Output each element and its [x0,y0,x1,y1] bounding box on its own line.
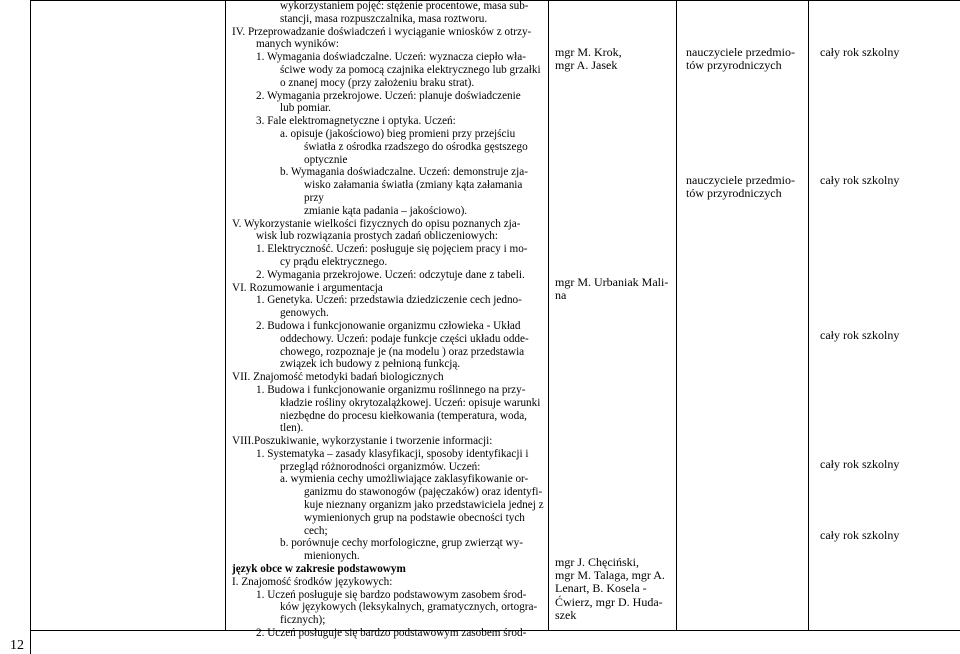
term-cell: cały rok szkolny [820,45,900,59]
content-line: mienionych. [304,550,360,563]
content-line: I. Znajomość środków językowych: [232,575,393,588]
content-line: stancji, masa rozpuszczalnika, masa roztworu. [280,12,488,25]
content-line: b. porównuje cechy morfologiczne, grup zwierząt wy- [280,537,523,550]
term-cell: cały rok szkolny [820,328,900,342]
column-rule-2 [548,0,549,630]
content-column [232,0,544,640]
content-line: 2. Budowa i funkcjonowanie organizmu człowieka - Układ [256,319,521,332]
table-left-rule [30,0,31,654]
content-line: zmianie kąta padania – jakościowo). [304,204,468,217]
content-line: V. Wykorzystanie wielkości fizycznych do opisu poznanych zja- [232,217,521,230]
responsible-cell: mgr M. Urbaniak Mali- na [555,275,669,303]
content-line: 1. Wymagania doświadczalne. Uczeń: wyznacza ciepło wła- [256,51,526,64]
content-line: oddechowy. Uczeń: podaje funkcje części układu odde- [280,332,529,345]
content-line: kładzie rośliny okrytozalążkowej. Uczeń: opisuje warunki [280,396,541,409]
content-line: światła z ośrodka rzadszego do ośrodka gęstszego [304,140,528,153]
teachers-cell: nauczyciele przedmio- tów przyrodniczych [686,45,795,73]
content-line: genowych. [280,307,329,320]
content-line: wykorzystaniem pojęć: stężenie procentowe, masa sub- [280,0,529,12]
content-line: 1. Genetyka. Uczeń: przedstawia dziedziczenie cech jedno- [256,294,522,307]
content-line: ficznych); [280,614,326,627]
page-number: 12 [10,638,24,653]
content-line: manych wyników: [256,38,339,51]
term-cell: cały rok szkolny [820,528,900,542]
content-line: IV. Przeprowadzanie doświadczeń i wyciąganie wniosków z otrzy- [232,25,532,38]
content-line: 1. Systematyka – zasady klasyfikacji, sposoby identyfikacji i [256,447,529,460]
content-line: VII. Znajomość metodyki badań biologicznych [232,371,444,384]
responsible-cell: mgr M. Krok, mgr A. Jasek [555,45,622,73]
content-line: wisk lub rozwiązania prostych zadań obliczeniowych: [256,230,499,243]
content-line: a. wymienia cechy umożliwiające zaklasyfikowanie or- [280,473,529,486]
content-line: a. opisuje (jakościowo) bieg promieni przy przejściu [280,127,516,140]
content-line: przegląd różnorodności organizmów. Uczeń: [280,460,481,473]
term-cell: cały rok szkolny [820,173,900,187]
content-line: związek ich budowy z pełnioną funkcją. [280,358,461,371]
content-line: o znanej mocy (przy założeniu braku strat). [280,76,475,89]
content-line: wymienionych grup na podstawie obecności tych [304,511,525,524]
term-cell: cały rok szkolny [820,457,900,471]
content-line: 2. Wymagania przekrojowe. Uczeń: planuje doświadczenie [256,89,521,102]
column-rule-1 [225,0,226,630]
content-line: ków językowych (leksykalnych, gramatycznych, ortogra- [280,601,538,614]
content-line: 1. Uczeń posługuje się bardzo podstawowym zasobem środ- [256,588,527,601]
content-line: 1. Budowa i funkcjonowanie organizmu roślinnego na przy- [256,383,526,396]
content-line: wisko załamania światła (zmiany kąta załamania przy [304,179,523,204]
content-line: lub pomiar. [280,102,331,115]
content-line: kuje nieznany organizm jako przedstawiciela jednej z [304,499,544,512]
content-line: chowego, rozpoznaje je (na modelu ) oraz przedstawia [280,345,525,358]
content-line: 1. Elektryczność. Uczeń: posługuje się pojęciem pracy i mo- [256,243,528,256]
content-line: VI. Rozumowanie i argumentacja [232,281,383,294]
content-line: VIII.Poszukiwanie, wykorzystanie i tworzenie informacji: [232,435,493,448]
column-rule-3 [676,0,677,630]
column-rule-4 [808,0,809,630]
content-line: cy prądu elektrycznego. [280,255,388,268]
content-line: 2. Wymagania przekrojowe. Uczeń: odczytuje dane z tabeli. [256,268,525,281]
responsible-cell: mgr J. Chęciński, mgr M. Talaga, mgr A. Lenart, B. Kosela - Ćwierz, mgr D. Huda- szek [555,555,665,622]
content-line: ganizmu do stawonogów (pajęczaków) oraz identyfi- [304,486,543,499]
section-heading: język obce w zakresie podstawowym [232,563,406,576]
content-line: tlen). [280,422,304,435]
content-line: 3. Fale elektromagnetyczne i optyka. Uczeń: [256,115,456,128]
teachers-cell: nauczyciele przedmio- tów przyrodniczych [686,173,795,201]
content-line: niezbędne do procesu kiełkowania (temperatura, woda, [280,409,527,422]
content-line: b. Wymagania doświadczalne. Uczeń: demonstruje zja- [280,166,528,179]
content-line: ściwe wody za pomocą czajnika elektrycznego lub grzałki [280,63,541,76]
content-line: cech; [304,524,328,537]
content-line: 2. Uczeń posługuje się bardzo podstawowym zasobem środ- [256,627,527,640]
content-line: optycznie [304,153,348,166]
